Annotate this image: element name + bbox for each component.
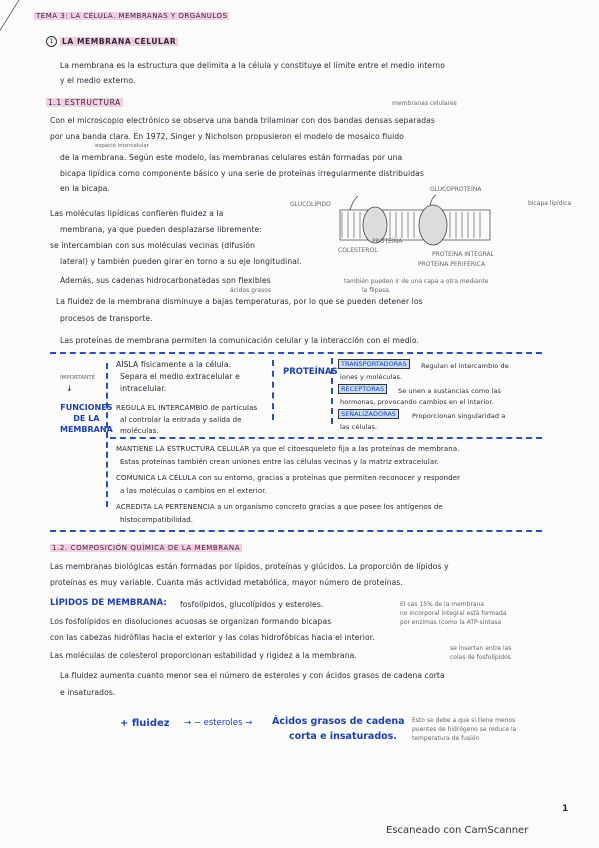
func-regula-1: REGULA EL INTERCAMBIO de partículas xyxy=(116,404,258,412)
label-proteina-integral: PROTEÍNA INTEGRAL xyxy=(432,251,494,258)
type-senalizadoras-desc2: las células. xyxy=(340,423,378,431)
side-note-2-line-2: colas de fosfolípidos xyxy=(450,654,511,661)
composition-line-1: Las membranas biológicas están formadas por lípidos, proteínas y glúcidos. La proporción de lípidos y xyxy=(50,562,449,571)
separator-bottom xyxy=(50,530,542,532)
formula-note-line-1: Esto se debe a que si tiene menos xyxy=(412,717,516,724)
lipidos-title: LÍPIDOS DE MEMBRANA: xyxy=(50,598,167,608)
formula-note-line-2: puentes de hidrógeno se reduce la xyxy=(412,726,517,733)
side-note-1-line-2: no incorporal integral está formada xyxy=(400,610,507,617)
subsection-12-title: 1.2. COMPOSICIÓN QUÍMICA DE LA MEMBRANA xyxy=(52,544,241,552)
funciones-title-3: MEMBRANA xyxy=(60,425,113,434)
fluidity-line-5: Además, sus cadenas hidrocarbonatadas son flexibles xyxy=(60,276,271,285)
lipidos-line-1: Los fosfolípidos en disoluciones acuosas se organizan formando bicapas xyxy=(50,617,332,626)
side-note-2-line-1: se insertan entre las xyxy=(450,645,512,652)
subsection-title: 1.1 ESTRUCTURA xyxy=(48,98,121,107)
acidos-note: ácidos grasos xyxy=(230,287,272,294)
importante-arrow: ↓ xyxy=(66,384,73,393)
lipidos-rest: fosfolípidos, glucolípidos y esteroles. xyxy=(180,600,324,609)
formula-note xyxy=(412,716,516,743)
func-mantiene-1: MANTIENE LA ESTRUCTURA CELULAR ya que el citoesqueleto fija a las proteínas de membrana. xyxy=(116,445,460,453)
espacio-note: espacio intercelular xyxy=(95,143,150,149)
funciones-title-2: DE LA xyxy=(73,414,100,423)
label-bicapa: bicapa lipídica xyxy=(528,200,572,207)
func-aisla-3: intracelular. xyxy=(120,384,167,393)
importante-label: IMPORTANTE xyxy=(60,375,96,381)
formula-fluidez: + fluidez xyxy=(120,718,170,729)
theme-title: TEMA 3: LA CÉLULA. MEMBRANAS Y ORGÁNULOS xyxy=(36,12,228,20)
flex-note-2: la flipasa. xyxy=(362,287,391,294)
side-note-1-line-1: El cas 15% de la membrana xyxy=(400,601,485,608)
lipidos-line-2: con las cabezas hidrófilas hacia el exterior y las colas hidrofóbicas hacia el interior. xyxy=(50,633,375,642)
fluidity-line-2: membrana, ya que pueden desplazarse libremente: xyxy=(60,225,262,234)
func-regula-2: al controlar la entrada y salida de xyxy=(120,416,242,424)
label-proteina-periferica: PROTEÍNA PERIFÉRICA xyxy=(418,261,486,268)
funciones-title xyxy=(60,402,113,435)
scanner-watermark: Escaneado con CamScanner xyxy=(386,825,529,836)
separator-top xyxy=(50,352,542,354)
func-comunica-1: COMUNICA LA CÉLULA con su entorno, gracias a proteínas que permiten reconocer y responder xyxy=(116,474,461,482)
type-transportadoras-desc2: iones y moléculas. xyxy=(340,373,403,381)
fluidity-line-4: lateral) y también pueden girar en torno a su eje longitudinal. xyxy=(60,257,302,266)
page-number: 1 xyxy=(562,804,569,814)
type-receptoras-desc: Se unen a sustancias como las xyxy=(398,387,502,395)
type-receptoras-desc2: hormonas, provocando cambios en el interior. xyxy=(340,398,494,406)
side-note-1 xyxy=(400,600,506,627)
label-proteina: PROTEÍNA xyxy=(372,238,403,245)
proteinas-label: PROTEÍNAS xyxy=(283,367,338,377)
func-acredita-1: ACREDITA LA PERTENENCIA a un organismo concreto gracias a que posee los antígenos de xyxy=(116,503,443,511)
label-glucoproteina: GLUCOPROTEÍNA xyxy=(430,186,482,193)
lipidos-line-4: La fluidez aumenta cuanto menor sea el número de esteroles y con ácidos grasos de cadena corta xyxy=(60,671,445,680)
section-title: LA MEMBRANA CELULAR xyxy=(62,37,177,46)
side-note-1-line-3: por enzimas (como la ATP-sintasa xyxy=(400,619,502,626)
pencil-mark xyxy=(0,0,45,40)
label-glucolipido: GLUCOLÍPIDO xyxy=(290,201,331,208)
type-transportadoras: TRANSPORTADORAS xyxy=(338,359,410,369)
formula-note-line-3: temperatura de fusión xyxy=(412,735,480,742)
func-mantiene-2: Estas proteínas también crean uniones entre las células vecinas y la matriz extracelular. xyxy=(120,458,439,466)
funciones-title-1: FUNCIONES xyxy=(60,403,113,412)
funciones-bracket xyxy=(106,363,114,507)
intro-line-2: y el medio externo. xyxy=(60,76,136,85)
lipidos-line-3: Las moléculas de colesterol proporcionan estabilidad y rigidez a la membrana. xyxy=(50,651,357,660)
fluidity-line-6: La fluidez de la membrana disminuye a bajas temperaturas, por lo que se pueden detener los xyxy=(56,297,423,306)
flex-note-1: también pueden ir de una capa a otra mediante xyxy=(344,278,489,285)
separator-mid xyxy=(110,437,542,439)
proteinas-type-bracket xyxy=(331,358,337,424)
func-aisla-2: Separa el medio extracelular e xyxy=(120,372,240,381)
fluidity-line-1: Las moléculas lipídicas confieren fluidez a la xyxy=(50,209,224,218)
section-number-icon: 1 xyxy=(46,36,57,47)
composition-line-2: proteínas es muy variable. Cuanta más actividad metabólica, mayor número de proteínas. xyxy=(50,578,403,587)
fluidity-line-3: se intercambian con sus moléculas vecinas (difusión xyxy=(50,241,256,250)
type-senalizadoras-desc: Proporcionan singularidad a xyxy=(412,412,506,420)
type-transportadoras-desc: Regulan el intercambio de xyxy=(421,362,509,370)
type-receptoras: RECEPTORAS xyxy=(338,384,387,394)
structure-line-1: Con el microscopio electrónico se observa una banda trilaminar con dos bandas densas separadas xyxy=(50,116,435,125)
type-senalizadoras: SEÑALIZADORAS xyxy=(338,409,399,419)
formula-acidos-1: Ácidos grasos de cadena xyxy=(272,716,405,727)
func-acredita-2: histocompatibilidad. xyxy=(120,516,194,524)
func-regula-3: moléculas. xyxy=(120,427,159,435)
func-comunica-2: a las moléculas o cambios en el exterior. xyxy=(120,487,267,495)
structure-line-3: de la membrana. Según este modelo, las membranas celulares están formadas por una xyxy=(60,153,403,162)
side-note-2 xyxy=(450,644,511,662)
structure-line-4: bicapa lipídica como componente básico y una serie de proteínas irregularmente distribuidas xyxy=(60,169,424,178)
diagram-title: membranas celulares xyxy=(392,100,457,107)
formula-acidos-2: corta e insaturados. xyxy=(289,731,397,742)
proteinas-bracket xyxy=(272,360,280,420)
intro-line-1: La membrana es la estructura que delimita a la célula y constituye el límite entre el medio interno xyxy=(60,61,445,70)
lipidos-line-5: e insaturados. xyxy=(60,688,116,697)
proteins-line: Las proteínas de membrana permiten la comunicación celular y la interacción con el medio. xyxy=(60,336,420,345)
label-colesterol: COLESTEROL xyxy=(338,247,378,254)
fluidity-line-7: procesos de transporte. xyxy=(60,314,153,323)
structure-line-2: por una banda clara. En 1972, Singer y Nicholson propusieron el modelo de mosaico fluido xyxy=(50,132,405,141)
structure-line-5: en la bicapa. xyxy=(60,184,111,193)
func-aisla-1: AÍSLA físicamente a la célula. xyxy=(116,360,232,369)
formula-esteroles: → − esteroles → xyxy=(184,718,253,728)
